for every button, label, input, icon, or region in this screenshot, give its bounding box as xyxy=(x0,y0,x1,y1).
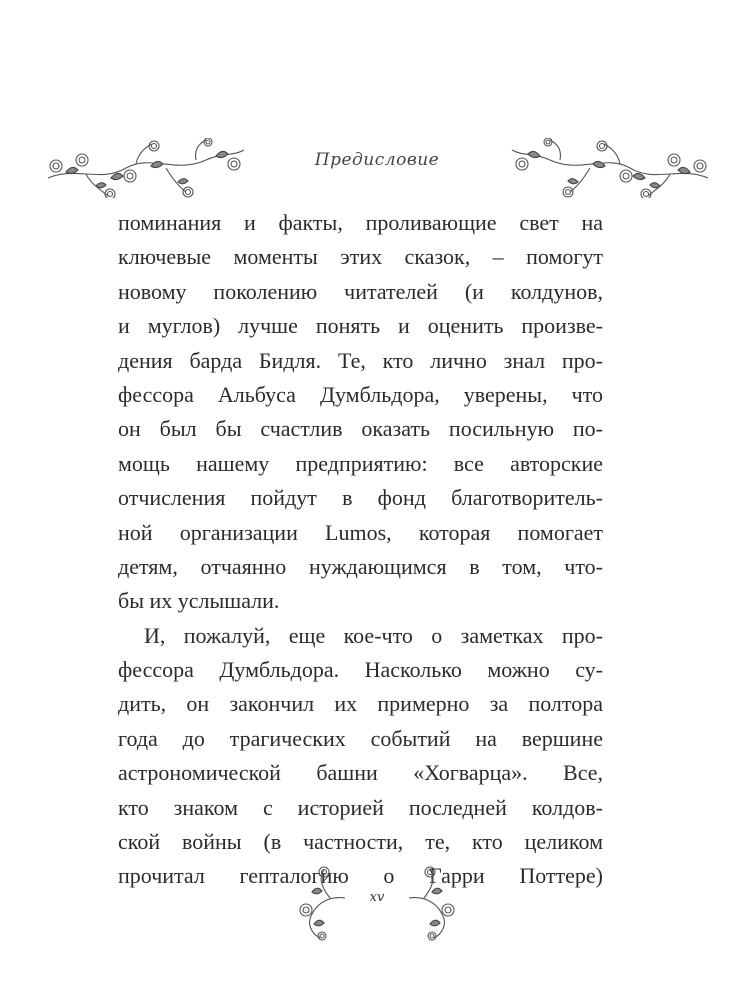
text-line: поминания и факты, проливающие свет на xyxy=(118,210,603,235)
page-footer xyxy=(0,862,754,942)
text-line: и муглов) лучше понять и оценить произве- xyxy=(118,313,603,339)
rose-vine-right-icon xyxy=(510,138,710,198)
text-line: ной организации Lumos, которая помогает xyxy=(118,519,603,545)
text-line: астрономической башни «Хогварца». Все, xyxy=(118,760,603,786)
text-line: года до трагических событий на вершине xyxy=(118,725,603,751)
text-line: мощь нашему предприятию: все авторские xyxy=(118,450,603,476)
body-text xyxy=(118,206,603,894)
text-line: бы их услышали. xyxy=(118,588,280,614)
running-header xyxy=(0,138,754,202)
text-line: дить, он закончил их примерно за полтора xyxy=(118,691,603,717)
text-line: фессора Думбльдора. Насколько можно су- xyxy=(118,657,603,683)
text-line: отчисления пойдут в фонд благотворитель- xyxy=(118,485,603,511)
text-line: И, пожалуй, еще кое-что о заметках про- xyxy=(144,622,603,648)
text-line: новому поколению читателей (и колдунов, xyxy=(118,278,603,304)
text-line: дения барда Бидля. Те, кто лично знал про- xyxy=(118,347,603,373)
text-line: фессора Альбуса Думбльдора, уверены, что xyxy=(118,381,603,407)
text-line: ключевые моменты этих сказок, – помогут xyxy=(118,244,603,270)
text-line: он был бы счастлив оказать посильную по- xyxy=(118,416,603,442)
text-line: кто знаком с историей последней колдов- xyxy=(118,794,603,820)
page-number: xv xyxy=(369,890,385,905)
text-line: прочитал гепталогию о Гарри Поттере) xyxy=(118,863,603,889)
text-line: ской войны (в частности, те, кто целиком xyxy=(118,829,603,855)
text-line: детям, отчаянно нуждающимся в том, что- xyxy=(118,553,603,579)
running-header-title: Предисловие xyxy=(314,150,440,170)
